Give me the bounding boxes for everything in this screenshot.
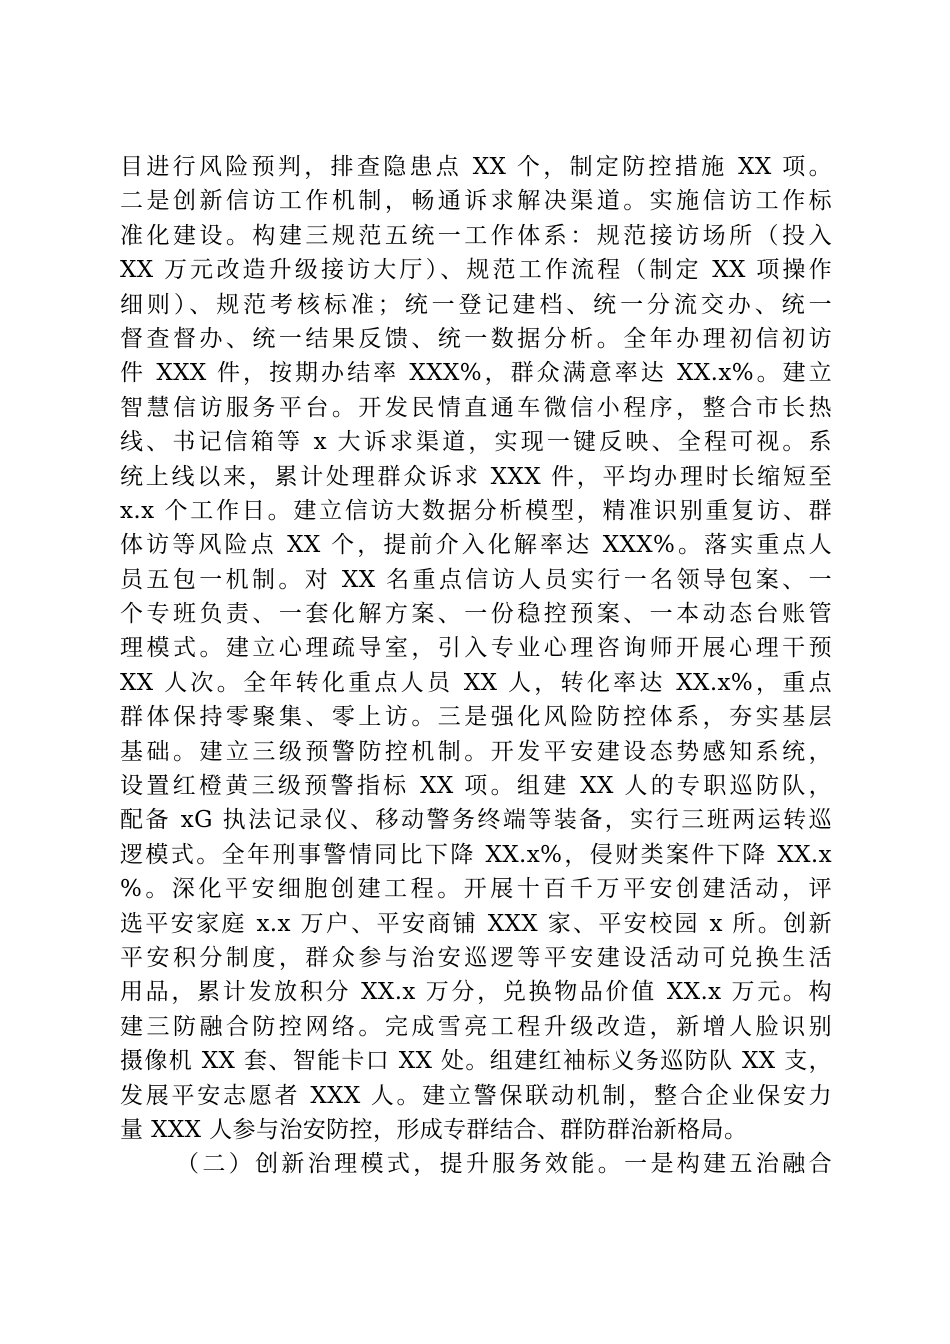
text-line: 理模式。建立心理疏导室，引入专业心理咨询师开展心理干预 [120,635,832,662]
text-line: 发展平安志愿者 XXX 人。建立警保联动机制，整合企业保安力 [120,1082,832,1109]
text-line: XX 万元改造升级接访大厅）、规范工作流程（制定 XX 项操作 [120,257,832,284]
text-line: 量 XXX 人参与治安防控，形成专群结合、群防群治新格局。 [120,1116,748,1143]
text-line: 逻模式。全年刑事警情同比下降 XX.x%，侵财类案件下降 XX.x [120,841,832,868]
text-line: 个专班负责、一套化解方案、一份稳控预案、一本动态台账管 [120,601,832,628]
text-line: 督查督办、统一结果反馈、统一数据分析。全年办理初信初访 [120,325,832,352]
text-line: 基础。建立三级预警防控机制。开发平安建设态势感知系统， [120,738,832,765]
text-line: 件 XXX 件，按期办结率 XXX%，群众满意率达 XX.x%。建立 [120,360,832,387]
text-line: x.x 个工作日。建立信访大数据分析模型，精准识别重复访、群 [120,497,832,524]
body-text [120,150,832,1182]
text-line: 平安积分制度，群众参与治安巡逻等平安建设活动可兑换生活 [120,944,832,971]
text-line: 建三防融合防控网络。完成雪亮工程升级改造，新增人脸识别 [120,1013,832,1040]
text-line: 准化建设。构建三规范五统一工作体系：规范接访场所（投入 [120,222,832,249]
text-line: %。深化平安细胞创建工程。开展十百千万平安创建活动，评 [120,876,832,903]
text-line: 配备 xG 执法记录仪、移动警务终端等装备，实行三班两运转巡 [120,807,832,834]
text-line: 体访等风险点 XX 个，提前介入化解率达 XXX%。落实重点人 [120,532,832,559]
text-line: 细则）、规范考核标准；统一登记建档、统一分流交办、统一 [120,291,832,318]
text-line: 智慧信访服务平台。开发民情直通车微信小程序，整合市长热 [120,394,832,421]
text-line: 群体保持零聚集、零上访。三是强化风险防控体系，夯实基层 [120,704,832,731]
text-line: 线、书记信箱等 x 大诉求渠道，实现一键反映、全程可视。系 [120,429,832,456]
text-line: 设置红橙黄三级预警指标 XX 项。组建 XX 人的专职巡防队， [120,773,832,800]
text-line: 选平安家庭 x.x 万户、平安商铺 XXX 家、平安校园 x 所。创新 [120,910,832,937]
text-line: 摄像机 XX 套、智能卡口 XX 处。组建红袖标义务巡防队 XX 支， [120,1048,832,1075]
section-heading-line: （二）创新治理模式，提升服务效能。一是构建五治融合 [176,1151,832,1178]
text-line: 目进行风险预判，排查隐患点 XX 个，制定防控措施 XX 项。 [120,154,832,180]
text-line: 统上线以来，累计处理群众诉求 XXX 件，平均办理时长缩短至 [120,463,832,490]
text-line: 员五包一机制。对 XX 名重点信访人员实行一名领导包案、一 [120,566,832,593]
text-line: 二是创新信访工作机制，畅通诉求解决渠道。实施信访工作标 [120,188,832,215]
text-line: XX 人次。全年转化重点人员 XX 人，转化率达 XX.x%，重点 [120,669,832,696]
text-line: 用品，累计发放积分 XX.x 万分，兑换物品价值 XX.x 万元。构 [120,979,832,1006]
